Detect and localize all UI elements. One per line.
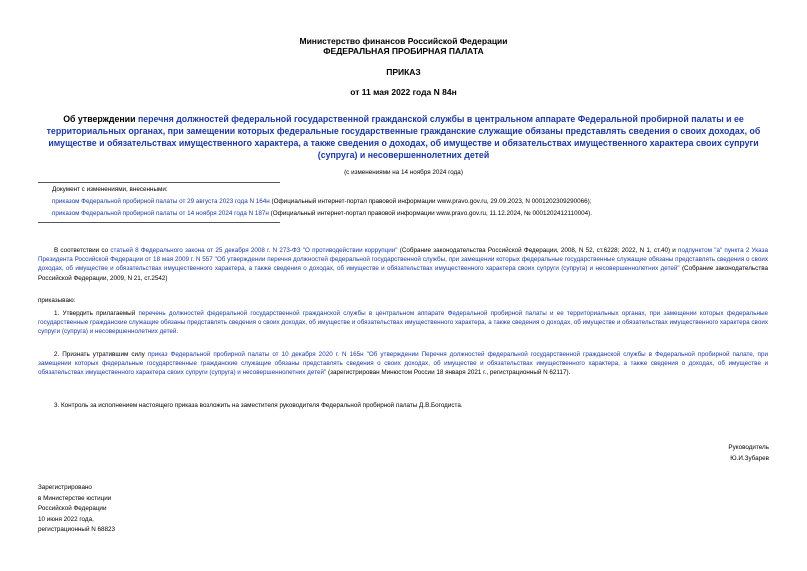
registration-line: Зарегистрировано (38, 484, 92, 491)
preamble-text: (Собрание законодательства Российской Федерации, 2009, N 21, ст.2542) (38, 265, 768, 282)
item-text: 2. Признать утратившим силу (54, 351, 148, 358)
registration-line: 10 июня 2022 года, (38, 515, 94, 523)
title-link[interactable]: перечня должностей федеральной государственной гражданской службы в центральном аппарате Федеральной пробирной палаты и ее территориальных органах, при замещении которых федеральные государственные гражданские служащие обязаны представлять сведения о своих доходах, об имуществе и обязательствах имущественного характера, а также сведения о доходах, об имуществе и обязательствах имущественного характера своих супруги (супруга) и несовершеннолетних детей (46, 114, 761, 160)
repealed-order-link[interactable]: приказ Федеральной пробирной палаты от 10 декабря 2020 г. N 165н "Об утверждении Перечня должностей федеральной государственной гражданской службы в Федеральной пробирной палате, при замещении которых федеральные государственные гражданские служащие обязаны представлять сведения о своих доходах, об имуществе и обязательствах имущественного характера, а также сведения о доходах, об имуществе и обязательствах имущественного характера своих супруги (супруга) и несовершеннолетних детей" (38, 351, 768, 377)
registration-block (38, 483, 115, 536)
document-title (44, 113, 763, 161)
changes-item (52, 196, 772, 208)
divider-top (38, 182, 280, 183)
signatory-role: Руководитель (728, 444, 769, 451)
divider-bottom (38, 222, 280, 223)
preamble-text: (Собрание законодательства Российской Федерации, 2008, N 52, ст.6228; 2022, N 1, ст.40) и (397, 247, 679, 254)
registration-line: в Министерстве юстиции (38, 494, 112, 502)
law-link[interactable]: статьей 8 Федерального закона от 25 декабря 2008 г. N 273-ФЗ "О противодействии коррупции" (110, 247, 398, 254)
change-link-1[interactable]: приказом Федеральной пробирной палаты от 29 августа 2023 года N 164н (52, 198, 270, 205)
registration-line: Российской Федерации (38, 505, 107, 512)
preamble-paragraph (38, 246, 768, 283)
item-text: . (176, 328, 179, 336)
revision-note: (с изменениями на 14 ноября 2024 года) (344, 169, 463, 176)
title-prefix: Об утверждении (63, 114, 138, 124)
changes-list (52, 184, 772, 220)
order-item-2 (38, 350, 768, 378)
order-word: приказываю: (38, 297, 76, 304)
document-type: ПРИКАЗ (386, 67, 421, 77)
order-item-1 (38, 309, 768, 337)
ministry-name: Министерство финансов Российской Федерации (299, 36, 508, 46)
changes-item (52, 208, 772, 220)
preamble-text: В соответствии со (54, 247, 111, 254)
signatory-name: Ю.И.Зубарев (730, 455, 769, 462)
decree-link[interactable]: подпунктом "а" пункта 2 Указа Президента Российской Федерации от 18 мая 2009 г. N 557 "Об утверждении перечня должностей федеральной государственной службы, при замещении которых федеральные государственные служащие обязаны представлять сведения о своих доходах, об имуществе и обязательствах имущественного характера, а также сведения о доходах, об имуществе и обязательствах имущественного характера своих супруги (супруга) и несовершеннолетних детей" (38, 247, 768, 273)
change-source-1: (Официальный интернет-портал правовой информации www.pravo.gov.ru, 29.09.2023, N 0001202309290066); (269, 198, 592, 205)
change-source-2: (Официальный интернет-портал правовой информации www.pravo.gov.ru, 11.12.2024, № 0001202412110004). (268, 210, 592, 217)
item-text: (зарегистрирован Минюстом России 18 января 2021 г., регистрационный N 62117). (326, 369, 571, 377)
item-text: 1. Утвердить прилагаемый (54, 310, 139, 317)
agency-name: ФЕДЕРАЛЬНАЯ ПРОБИРНАЯ ПАЛАТА (323, 46, 484, 56)
document-date-number: от 11 мая 2022 года N 84н (350, 87, 457, 97)
order-item-3: 3. Контроль за исполнением настоящего приказа возложить на заместителя руководителя Федеральной пробирной палаты Д.В.Богодиста. (54, 402, 463, 409)
registration-line: регистрационный N 68823 (38, 526, 116, 533)
changes-intro: Документ с изменениями, внесенными: (52, 186, 168, 193)
signature-block (728, 442, 769, 464)
list-approval-link[interactable]: перечень должностей федеральной государственной гражданской службы в центральном аппарате Федеральной пробирной палаты и ее территориальных органах, при замещении которых федеральные государственные гражданские служащие обязаны представлять сведения о своих доходах, об имуществе и обязательствах имущественного характера, а также сведения о доходах, об имуществе и обязательствах имущественного характера своих супруги (супруга) и несовершеннолетних детей (38, 310, 768, 336)
change-link-2[interactable]: приказом Федеральной пробирной палаты от 14 ноября 2024 года N 187н (52, 210, 269, 217)
